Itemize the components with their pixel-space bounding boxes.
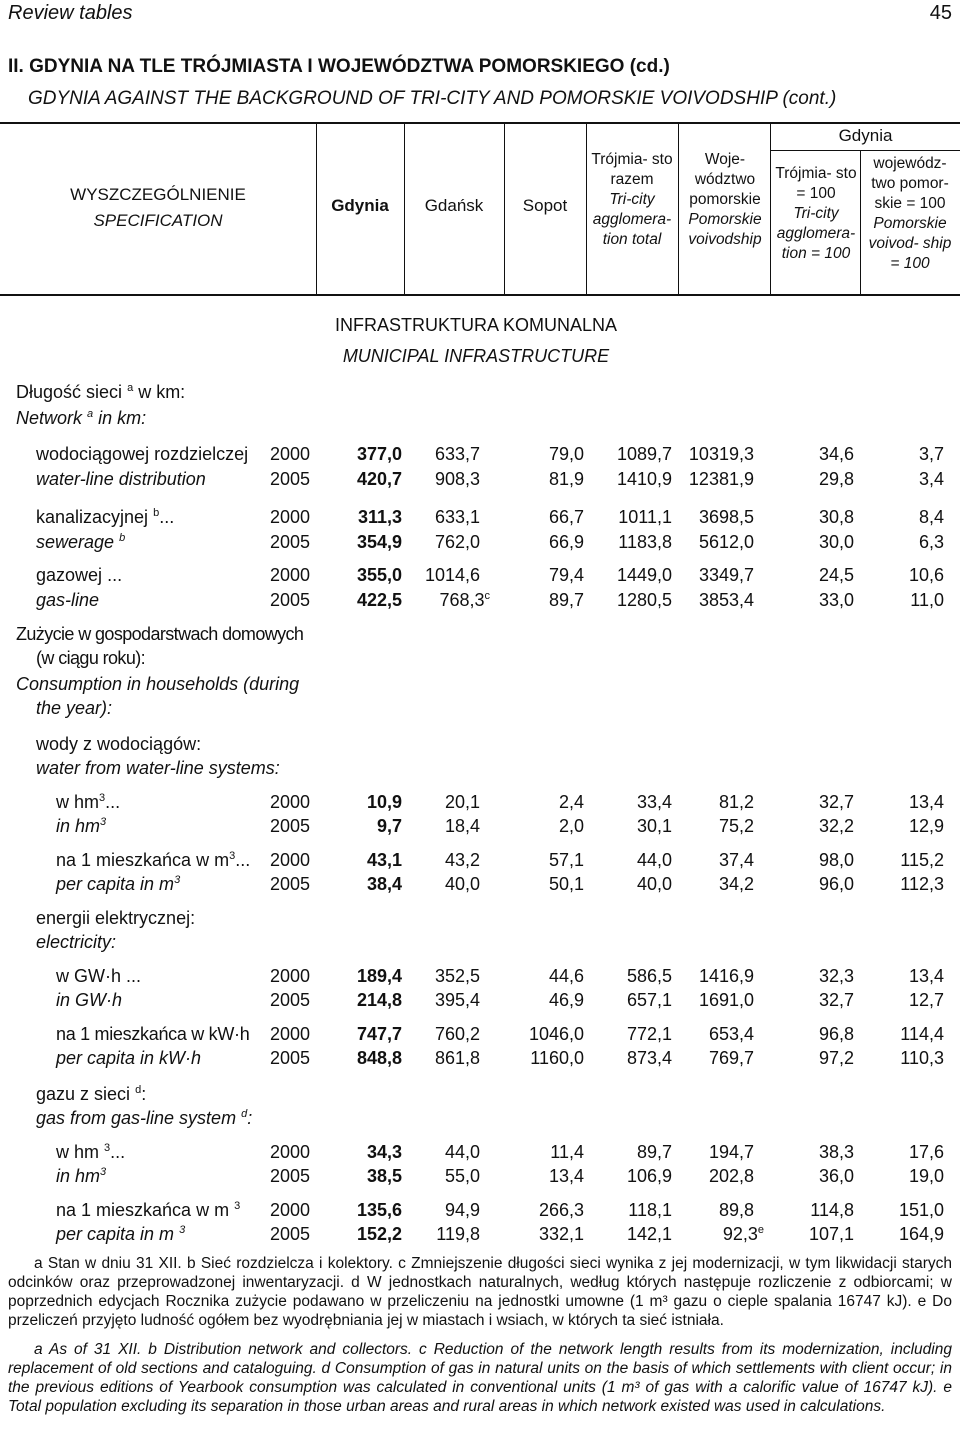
cell-gdynia: 10,9 [366,792,402,812]
subgroup-label-electricity-en: electricity: [36,932,117,952]
row-year: 2005 [269,532,310,552]
cell-tricity: 106,9 [626,1166,672,1186]
row-label-pl: kanalizacyjnej $^b$... [36,507,175,527]
col-idx-tricity-header-en: Tri-city agglomera- tion = 100 [776,205,856,262]
cell-sopot: 266,3 [538,1200,584,1220]
cell-idx-tricity: 24,5 [818,565,854,585]
row-year: 2000 [269,850,310,870]
cell-idx-tricity: 96,0 [818,874,854,894]
cell-idx-voivodship: 8,4 [918,507,944,527]
col-idx-voiv-header [862,154,958,274]
cell-voivodship: 194,7 [708,1142,754,1162]
section-heading-en: MUNICIPAL INFRASTRUCTURE [342,346,610,366]
cell-tricity: 40,0 [636,874,672,894]
row-year: 2000 [269,565,310,585]
cell-idx-voivodship: 13,4 [908,966,944,986]
gdynia-group-header: Gdynia [838,126,893,145]
cell-voivodship: 5612,0 [698,532,754,552]
cell-gdansk: 94,9 [444,1200,480,1220]
subgroup-label-gas-en: gas from gas-line system $^d$: [36,1108,253,1128]
row-label-en: in $hm^3$ [56,1166,107,1186]
cell-sopot: 66,9 [548,532,584,552]
group-label-consumption-en: Consumption in households (during the year): [16,674,300,718]
cell-idx-voivodship: 3,4 [918,469,944,489]
cell-sopot: 332,1 [538,1224,584,1244]
cell-gdansk: 55,0 [444,1166,480,1186]
cell-sopot: 57,1 [548,850,584,870]
cell-sopot: 89,7 [548,590,584,610]
row-year: 2000 [269,792,310,812]
cell-gdynia: 422,5 [356,590,402,610]
cell-gdynia: 377,0 [356,444,402,464]
cell-idx-tricity: 33,0 [818,590,854,610]
cell-voivodship: 37,4 [718,850,754,870]
col-tricity-header-pl: Trójmia- sto razem [591,151,673,188]
col-voiv-header-en: Pomorskie voivodship [688,211,762,248]
row-year: 2005 [269,874,310,894]
cell-idx-tricity: 32,3 [818,966,854,986]
cell-idx-tricity: 98,0 [818,850,854,870]
row-label-pl: w hm $^3$... [56,1142,126,1162]
cell-idx-voivodship: 19,0 [908,1166,944,1186]
cell-tricity: 873,4 [626,1048,672,1068]
cell-idx-voivodship: 164,9 [898,1224,944,1244]
row-label-pl: gazowej ... [36,565,123,585]
cell-gdansk: 395,4 [434,990,480,1010]
row-year: 2005 [269,990,310,1010]
row-label-pl: w $hm^3$... [56,792,121,812]
cell-tricity: 586,5 [626,966,672,986]
cell-gdansk: 768,3$^c$ [439,590,490,610]
col-sopot-header: Sopot [522,196,568,215]
cell-gdansk: 908,3 [434,469,480,489]
cell-idx-tricity: 96,8 [818,1024,854,1044]
col-idx-voiv-header-pl: wojewódz- two pomor- skie = 100 [871,155,949,212]
cell-gdansk: 762,0 [434,532,480,552]
row-label-en: per capita in $m^3$ [56,874,181,894]
cell-tricity: 1011,1 [618,507,672,527]
cell-voivodship: 202,8 [708,1166,754,1186]
cell-idx-voivodship: 11,0 [910,590,944,610]
cell-gdynia: 848,8 [356,1048,402,1068]
cell-idx-tricity: 38,3 [818,1142,854,1162]
cell-gdynia: 9,7 [376,816,402,836]
cell-sopot: 79,4 [548,565,584,585]
cell-sopot: 11,4 [550,1142,584,1162]
row-label-en: per capita in kW·h [56,1048,202,1068]
cell-gdynia: 355,0 [356,565,402,585]
row-label-pl: na 1 mieszkańca w m $^3$ [56,1200,241,1220]
cell-tricity: 118,1 [628,1200,672,1220]
cell-voivodship: 34,2 [718,874,754,894]
col-tricity-header [588,150,676,250]
cell-voivodship: 769,7 [708,1048,754,1068]
row-label-pl: na 1 mieszkańca w $m^3$... [56,850,251,870]
cell-idx-tricity: 107,1 [808,1224,854,1244]
cell-sopot: 66,7 [548,507,584,527]
cell-sopot: 2,4 [558,792,584,812]
gdynia-group-rule [771,150,960,151]
row-year: 2005 [269,1224,310,1244]
cell-gdansk: 20,1 [444,792,480,812]
spec-header-pl: WYSZCZEGÓLNIENIE [70,185,246,204]
cell-sopot: 81,9 [548,469,584,489]
col-gdynia-header: Gdynia [331,196,389,215]
row-year: 2000 [269,444,310,464]
row-year: 2000 [269,507,310,527]
cell-sopot: 1160,0 [530,1048,584,1068]
col-idx-tricity-header-pl: Trójmia- sto = 100 [775,165,857,202]
cell-gdansk: 44,0 [444,1142,480,1162]
cell-sopot: 13,4 [548,1166,584,1186]
subgroup-label-water-pl: wody z wodociągów: [36,734,202,754]
col-idx-voiv-header-en: Pomorskie voivod- ship = 100 [868,215,952,272]
cell-gdansk: 40,0 [444,874,480,894]
header-divider [860,150,861,294]
col-voiv-header-pl: Woje- wództwo pomorskie [689,151,761,208]
cell-tricity: 1449,0 [616,565,672,585]
row-label-en: in $hm^3$ [56,816,107,836]
row-label-en: sewerage $^b$ [36,532,126,552]
cell-idx-voivodship: 3,7 [918,444,944,464]
row-label-en: in GW·h [56,990,123,1010]
cell-voivodship: 75,2 [718,816,754,836]
cell-idx-tricity: 29,8 [818,469,854,489]
cell-idx-tricity: 32,7 [818,792,854,812]
row-label-en: water-line distribution [36,469,206,489]
cell-gdynia: 152,2 [356,1224,402,1244]
cell-gdansk: 18,4 [444,816,480,836]
cell-gdynia: 135,6 [356,1200,402,1220]
group-label-consumption-pl: Zużycie w gospodarstwach domowych (w ciągu roku): [16,624,304,668]
page-number: 45 [929,2,952,24]
cell-idx-voivodship: 115,2 [900,850,944,870]
cell-voivodship: 12381,9 [688,469,754,489]
cell-voivodship: 1691,0 [698,990,754,1010]
group-label-network-pl: Długość sieci $^a$ w km: [16,382,186,402]
cell-voivodship: 92,3e [722,1224,764,1244]
row-year: 2005 [269,1166,310,1186]
footnotes-en: a As of 31 XII. b Distribution network and collectors. c Reduction of the network length results from its modernization, including replacement of old sections and cataloguing. d Consumption of gas in natural units on the basis of which settlements with client occur; in the previous editions of Yearbook consumption was calculated in conventional units (1 m³ of gas with a calorific value of 16747 kJ). e Total population excluding its separation in those urban areas and rural areas in which network existed was used in calculations. [8,1341,952,1415]
cell-sopot: 79,0 [548,444,584,464]
cell-tricity: 44,0 [636,850,672,870]
cell-idx-voivodship: 12,9 [908,816,944,836]
header-divider [678,123,679,294]
cell-idx-voivodship: 110,3 [900,1048,944,1068]
cell-idx-tricity: 30,0 [818,532,854,552]
cell-tricity: 30,1 [636,816,672,836]
cell-tricity: 1410,9 [616,469,672,489]
cell-idx-voivodship: 12,7 [908,990,944,1010]
cell-sopot: 46,9 [548,990,584,1010]
row-year: 2005 [269,816,310,836]
cell-gdynia: 189,4 [356,966,402,986]
cell-gdansk: 119,8 [436,1224,480,1244]
subgroup-label-electricity-pl: energii elektrycznej: [36,908,196,928]
cell-gdynia: 420,7 [356,469,402,489]
col-tricity-header-en: Tri-city agglomera- tion total [592,191,672,248]
footnotes-pl: a Stan w dniu 31 XII. b Sieć rozdzielcza i kolektory. c Zmniejszenie długości sieci wynika z jej modernizacji, w tym likwidacji starych odcinków oraz przeprowadzonej inwentaryzacji. d W jednostkach naturalnych, według których następuje rozliczenie z odbiorcami; w poprzednich edycjach Rocznika zużycie podawano w przeliczeniu na jednostki umowne (1 m³ gazu o cieple spalania 16747 kJ). e Do przeliczeń przyjęto ludność ogółem bez wyodrębniania jej w miastach i wsiach, w których ta sieć istniała. [8,1255,952,1329]
table-title-en: GDYNIA AGAINST THE BACKGROUND OF TRI-CITY AND POMORSKIE VOIVODSHIP (cont.) [28,88,837,109]
cell-voivodship: 10319,3 [688,444,754,464]
cell-idx-voivodship: 10,6 [908,565,944,585]
cell-tricity: 1280,5 [616,590,672,610]
cell-idx-tricity: 114,8 [810,1200,854,1220]
cell-gdynia: 311,3 [357,507,402,527]
spec-header-en: SPECIFICATION [93,211,223,230]
cell-tricity: 33,4 [636,792,672,812]
cell-voivodship: 81,2 [718,792,754,812]
row-label-pl: wodociągowej rozdzielczej [36,444,249,464]
cell-idx-tricity: 36,0 [818,1166,854,1186]
cell-voivodship: 3698,5 [698,507,754,527]
row-year: 2000 [269,1142,310,1162]
cell-gdansk: 352,5 [434,966,480,986]
cell-idx-voivodship: 17,6 [908,1142,944,1162]
cell-gdynia: 34,3 [366,1142,402,1162]
spec-header [0,182,316,234]
cell-gdynia: 354,9 [356,532,402,552]
cell-idx-tricity: 97,2 [818,1048,854,1068]
row-year: 2000 [269,966,310,986]
table-title-pl: II. GDYNIA NA TLE TRÓJMIASTA I WOJEWÓDZTWA POMORSKIEGO (cd.) [8,56,670,77]
col-voiv-header [682,150,768,250]
section-heading [316,310,636,372]
cell-gdansk: 861,8 [434,1048,480,1068]
cell-voivodship: 3349,7 [698,565,754,585]
row-label-en: gas-line [36,590,100,610]
cell-sopot: 44,6 [548,966,584,986]
row-year: 2000 [269,1024,310,1044]
cell-voivodship: 89,8 [718,1200,754,1220]
cell-tricity: 657,1 [626,990,672,1010]
row-label-pl: w GW·h ... [56,966,142,986]
cell-idx-voivodship: 6,3 [918,532,944,552]
subgroup-label-water-en: water from water-line systems: [36,758,280,778]
cell-gdansk: 760,2 [434,1024,480,1044]
cell-idx-voivodship: 13,4 [908,792,944,812]
subgroup-label-gas-pl: gazu z sieci $^d$: [36,1084,147,1104]
cell-voivodship: 653,4 [708,1024,754,1044]
group-label-network-en: Network $^a$ in km: [16,408,147,428]
cell-gdynia: 747,7 [356,1024,402,1044]
col-gdansk-header: Gdańsk [424,196,484,215]
cell-gdynia: 38,4 [366,874,402,894]
cell-idx-tricity: 34,6 [818,444,854,464]
col-idx-tricity-header [774,164,858,264]
cell-tricity: 772,1 [626,1024,672,1044]
cell-voivodship: 3853,4 [698,590,754,610]
cell-gdynia: 214,8 [356,990,402,1010]
header-top-rule [0,122,960,124]
cell-idx-voivodship: 114,4 [900,1024,944,1044]
cell-gdynia: 38,5 [366,1166,402,1186]
running-head: Review tables [8,2,133,24]
cell-voivodship: 1416,9 [698,966,754,986]
cell-gdansk: 633,7 [434,444,480,464]
cell-idx-tricity: 32,2 [818,816,854,836]
cell-tricity: 1089,7 [616,444,672,464]
cell-idx-voivodship: 112,3 [900,874,944,894]
section-heading-pl: INFRASTRUKTURA KOMUNALNA [334,315,618,335]
cell-gdansk: 43,2 [444,850,480,870]
row-year: 2000 [269,1200,310,1220]
cell-idx-tricity: 32,7 [818,990,854,1010]
cell-tricity: 1183,8 [618,532,672,552]
cell-gdansk: 1014,6 [424,565,480,585]
header-bottom-rule [0,294,960,296]
cell-gdynia: 43,1 [366,850,402,870]
cell-tricity: 142,1 [626,1224,672,1244]
row-year: 2005 [269,1048,310,1068]
cell-idx-tricity: 30,8 [818,507,854,527]
cell-tricity: 89,7 [636,1142,672,1162]
cell-gdansk: 633,1 [434,507,480,527]
cell-sopot: 50,1 [548,874,584,894]
cell-sopot: 2,0 [558,816,584,836]
row-year: 2005 [269,469,310,489]
row-label-pl: na 1 mieszkańca w kW·h [56,1024,250,1044]
row-label-en: per capita in m $^3$ [56,1224,186,1244]
header-divider [586,123,587,294]
cell-idx-voivodship: 151,0 [898,1200,944,1220]
row-year: 2005 [269,590,310,610]
header-divider [770,123,771,294]
cell-sopot: 1046,0 [528,1024,584,1044]
